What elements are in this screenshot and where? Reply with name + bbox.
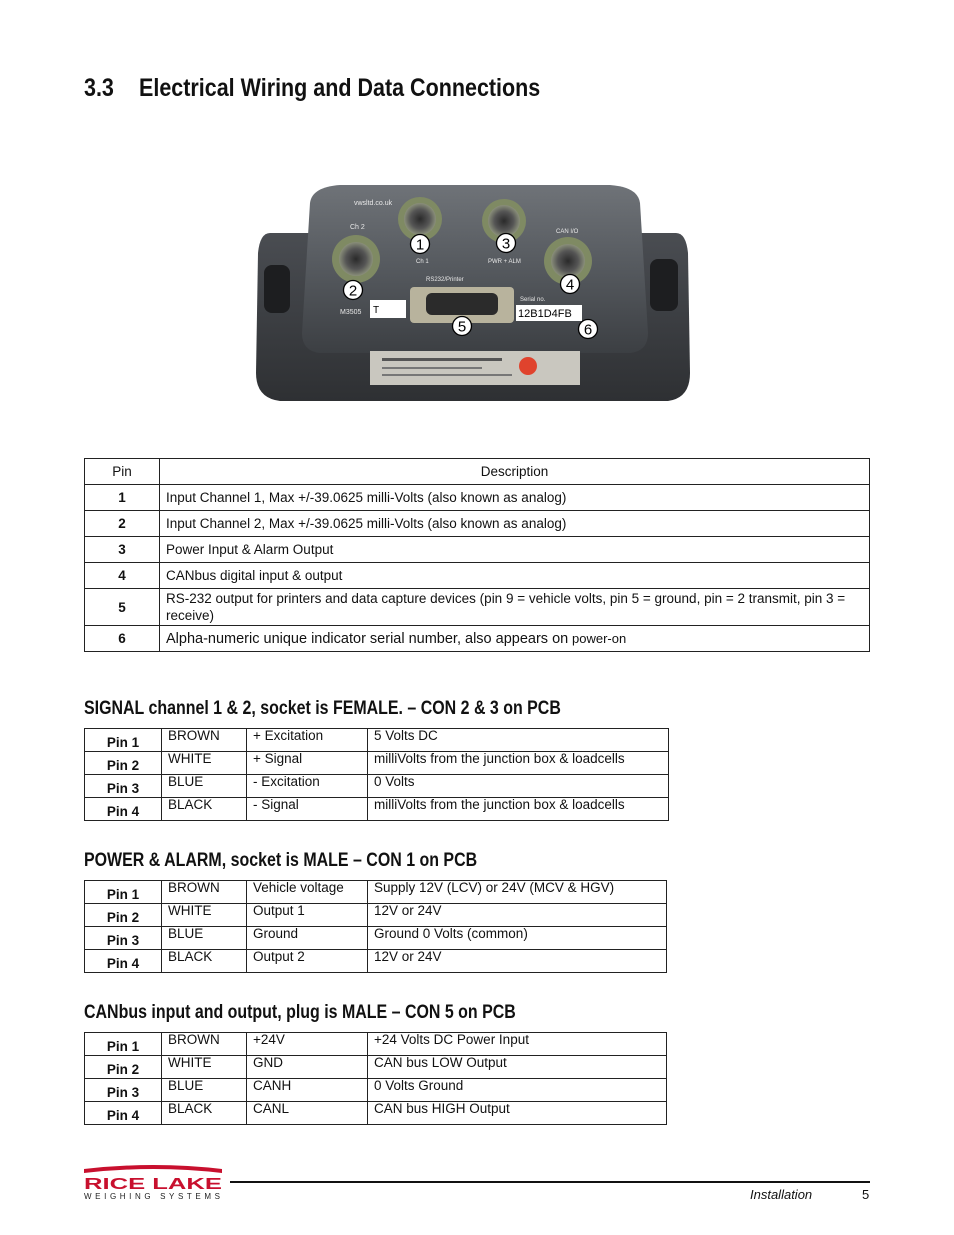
pin-cell: Pin 4 [85,950,162,973]
value-cell: 12V or 24V [368,950,667,973]
table-row [85,1079,667,1102]
function-cell: Output 2 [247,950,368,973]
label-red-dot [519,357,537,375]
value-cell: 0 Volts Ground [368,1079,667,1102]
pin-cell: Pin 4 [85,798,162,821]
callout-2: 2 [348,282,358,300]
wire-color-cell: BROWN [162,729,247,752]
logo-main-text: RICE LAKE [84,1176,223,1193]
wire-color-cell: BLUE [162,1079,247,1102]
value-cell: CAN bus LOW Output [368,1056,667,1079]
right-knob [650,259,678,311]
wire-color-cell: BROWN [162,881,247,904]
callout-6: 6 [583,321,593,339]
table-row [85,511,870,537]
signal-heading: SIGNAL channel 1 & 2, socket is FEMALE. – CON 2 & 3 on PCB [84,698,561,719]
ch2-label: Ch 2 [350,224,365,231]
table-row [85,1056,667,1079]
table-row [85,485,870,511]
function-cell: CANL [247,1102,368,1125]
table-row [85,626,870,652]
rs232-label: RS232/Printer [426,277,464,283]
pin-cell: Pin 2 [85,904,162,927]
pin-description-table [84,458,870,652]
value-cell: CAN bus HIGH Output [368,1102,667,1125]
pin-description: Input Channel 2, Max +/-39.0625 milli-Volts (also known as analog) [160,511,870,537]
section-heading [84,74,540,103]
pin-description-small: power-on [571,630,627,646]
function-cell: +24V [247,1033,368,1056]
pin-number: 2 [85,511,160,537]
canbus-table [84,1032,667,1125]
header-pin: Pin [85,459,160,485]
wire-color-cell: BLACK [162,798,247,821]
function-cell: + Signal [247,752,368,775]
power-heading: POWER & ALARM, socket is MALE – CON 1 on PCB [84,850,478,871]
pin-cell: Pin 3 [85,927,162,950]
wire-color-cell: BLUE [162,927,247,950]
model-label: M3505 [340,309,362,316]
function-cell: Vehicle voltage [247,881,368,904]
table-row [85,775,669,798]
pin-cell: Pin 4 [85,1102,162,1125]
signal-table [84,728,669,821]
ch1-label: Ch 1 [416,259,429,265]
pin-cell: Pin 2 [85,752,162,775]
value-cell: Supply 12V (LCV) or 24V (MCV & HGV) [368,881,667,904]
table-row [85,904,667,927]
pin-description: RS-232 output for printers and data capture devices (pin 9 = vehicle volts, pin 5 = ground, pin = 2 transmit, pin 3 = receive) [160,589,870,626]
function-cell: - Excitation [247,775,368,798]
left-knob [264,265,290,313]
callout-4: 4 [565,276,575,294]
pin-description: Input Channel 1, Max +/-39.0625 milli-Volts (also known as analog) [160,485,870,511]
serial-no-label: Serial no. [520,297,546,303]
pin-cell: Pin 1 [85,881,162,904]
pin-description [160,626,870,652]
table-row [85,589,870,626]
pin-cell: Pin 1 [85,729,162,752]
function-cell: Ground [247,927,368,950]
header-description: Description [160,459,870,485]
can-label: CAN I/O [556,229,579,235]
pin-cell: Pin 2 [85,1056,162,1079]
value-cell: 5 Volts DC [368,729,669,752]
pin-number: 4 [85,563,160,589]
wire-color-cell: WHITE [162,1056,247,1079]
table-row [85,950,667,973]
pin-cell: Pin 3 [85,775,162,798]
canbus-heading: CANbus input and output, plug is MALE – CON 5 on PCB [84,1002,516,1023]
device-photo [250,183,698,415]
footer-rule [230,1181,870,1183]
function-cell: CANH [247,1079,368,1102]
pin-description: CANbus digital input & output [160,563,870,589]
wire-color-cell: BLACK [162,950,247,973]
table-row [85,537,870,563]
rice-lake-logo [84,1165,224,1201]
table-row [85,1033,667,1056]
pin-cell: Pin 3 [85,1079,162,1102]
wire-color-cell: WHITE [162,904,247,927]
table-row [85,798,669,821]
value-cell: milliVolts from the junction box & loadcells [368,798,669,821]
pwr-label: PWR + ALM [488,259,521,265]
value-cell: 12V or 24V [368,904,667,927]
table-row [85,927,667,950]
serial-value: 12B1D4FB [518,308,572,320]
wire-color-cell: BROWN [162,1033,247,1056]
page-number: 5 [862,1187,870,1202]
wire-color-cell: BLACK [162,1102,247,1125]
callout-1: 1 [415,236,425,254]
pin-number: 5 [85,589,160,626]
section-number: 3.3 [84,74,114,102]
pin-number: 6 [85,626,160,652]
callout-5: 5 [457,318,467,336]
footer-section: Installation [750,1187,813,1202]
section-title: Electrical Wiring and Data Connections [139,74,541,102]
power-table [84,880,667,973]
value-cell: milliVolts from the junction box & loadcells [368,752,669,775]
connector-ch2 [332,235,380,283]
table-row [85,881,667,904]
pin-description: Power Input & Alarm Output [160,537,870,563]
function-cell: Output 1 [247,904,368,927]
wire-color-cell: WHITE [162,752,247,775]
function-cell: GND [247,1056,368,1079]
table-header-row [85,459,870,485]
pin-cell: Pin 1 [85,1033,162,1056]
table-row [85,729,669,752]
function-cell: - Signal [247,798,368,821]
wire-color-cell: BLUE [162,775,247,798]
value-cell: Ground 0 Volts (common) [368,927,667,950]
pin-number: 3 [85,537,160,563]
table-row [85,752,669,775]
pin-number: 1 [85,485,160,511]
value-cell: 0 Volts [368,775,669,798]
table-row [85,1102,667,1125]
pin-description-main: Alpha-numeric unique indicator serial number, also appears on [166,630,569,647]
model-field-text: T [373,305,380,316]
site-label: vwsltd.co.uk [354,200,393,207]
function-cell: + Excitation [247,729,368,752]
table-row [85,563,870,589]
logo-sub-text: WEIGHING SYSTEMS [84,1192,221,1201]
callout-3: 3 [501,235,511,253]
value-cell: +24 Volts DC Power Input [368,1033,667,1056]
